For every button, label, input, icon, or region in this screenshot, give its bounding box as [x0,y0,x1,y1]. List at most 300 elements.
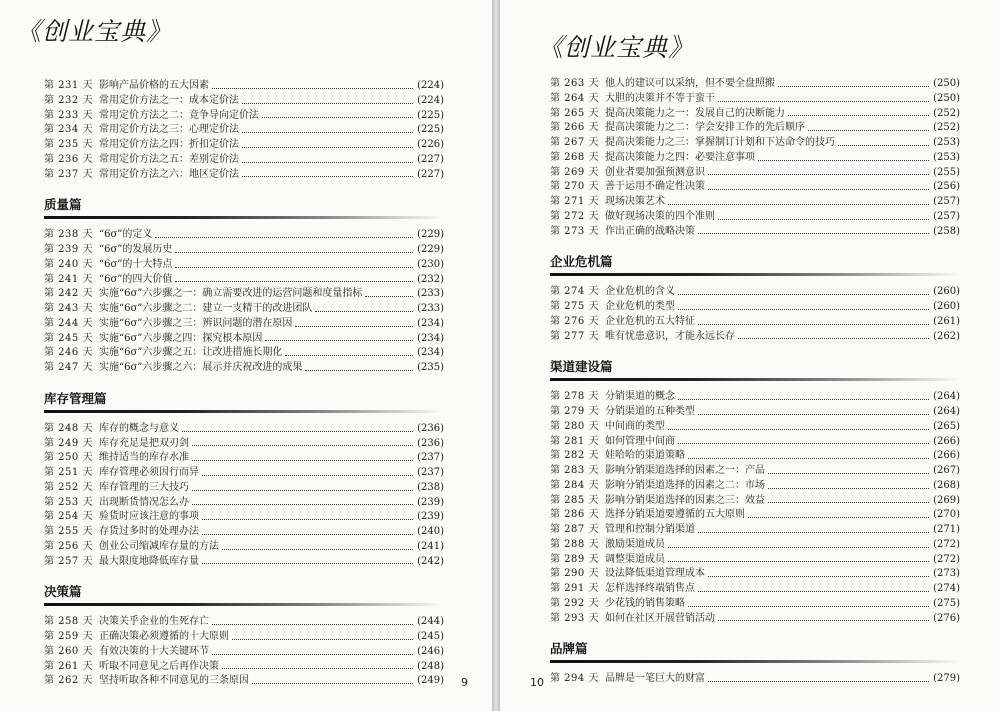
toc-entry [550,121,960,136]
left-page [0,0,492,711]
toc-entry-title: 实施“6σ”六步骤之四：探究根本原因 [99,332,263,344]
toc-entry-title: 提高决策能力之二：学会安排工作的先后顺序 [605,122,805,134]
toc-entry-page: (269) [933,494,960,506]
page-number: 10 [530,676,544,689]
toc-entry-day: 第 286 天 [550,509,599,521]
toc-entry-title: “6σ”的发展历史 [99,244,173,255]
toc-entry-day: 第 233 天 [44,109,93,121]
dot-leader [688,458,929,459]
toc-entry-title: 有效决策的十大关键环节 [99,645,209,657]
toc-entry-page: (232) [417,273,444,285]
toc-entry [44,332,444,347]
toc-entry-title: 现场决策艺术 [605,196,665,207]
toc-entry-title: 管理和控制分销渠道 [605,524,695,535]
dot-leader [668,547,929,548]
dot-leader [678,443,929,444]
toc-entry [44,630,444,645]
dot-leader [262,117,413,118]
section-heading: 渠道建设篇 [550,359,613,375]
toc-entry-title: 调整渠道成员 [605,553,665,565]
toc-entry-page: (233) [417,288,444,300]
toc-entry-page: (235) [417,362,444,373]
toc-entry-page: (264) [933,406,960,417]
toc-entry [550,107,960,122]
toc-entry-day: 第 274 天 [550,286,599,298]
toc-entry [44,645,444,660]
toc-entry [44,79,444,94]
toc-entry-page: (239) [417,496,444,508]
dot-leader [175,252,413,253]
toc-entry-day: 第 240 天 [44,258,93,270]
toc-entry-page: (265) [933,420,960,432]
toc-entry [44,481,444,496]
toc-entry-title: 出现断货情况怎么办 [99,496,189,508]
toc-entry-page: (244) [417,616,444,628]
dot-leader [788,115,929,116]
dot-leader [242,162,413,163]
toc-entry-page: (229) [417,229,444,241]
page-number: 9 [461,676,468,689]
dot-leader [365,296,413,297]
toc-entry-page: (226) [417,139,444,150]
toc-entry-page: (238) [417,481,444,493]
toc-entry-day: 第 253 天 [44,496,93,508]
toc-entry-title: 如何在社区开展营销活动 [605,612,715,624]
toc-entry-page: (242) [417,555,444,567]
section-heading: 品牌篇 [550,641,588,657]
toc-entry-page: (279) [933,673,960,685]
toc-entry [44,451,444,466]
toc-entry [44,109,444,124]
toc-entry [44,94,444,109]
toc-entry-page: (224) [417,80,444,91]
dot-leader [252,683,413,684]
toc-entry [550,672,960,687]
toc-entry-page: (240) [417,526,444,537]
toc-entry-day: 第 269 天 [550,166,599,178]
toc-entry [550,285,960,300]
toc-entry-day: 第 271 天 [550,196,599,207]
toc-entry-day: 第 257 天 [44,555,93,567]
toc-entry [44,123,444,138]
toc-entry-title: 激励渠道成员 [605,538,665,550]
dot-leader [212,654,413,655]
toc-entry-title: 善于运用不确定性决策 [605,181,705,193]
toc-entry [44,287,444,302]
toc-entry-day: 第 294 天 [550,673,599,685]
intro-entries [44,79,444,182]
dot-leader [192,504,413,505]
dot-leader [202,475,413,476]
toc-entry-day: 第 250 天 [44,452,93,464]
toc-entry-title: 决策关乎企业的生死存亡 [99,616,209,628]
toc-entry-page: (257) [933,196,960,207]
toc-entry-page: (225) [417,109,444,121]
toc-entry [550,180,960,195]
toc-entry [550,405,960,420]
dot-leader [698,532,929,533]
section-rule [44,216,444,219]
toc-entry-day: 第 275 天 [550,301,599,312]
toc-entry [550,508,960,523]
toc-entry-title: 少花钱的销售策略 [605,597,685,609]
toc-entry-day: 第 254 天 [44,511,93,523]
toc-entry-page: (255) [933,166,960,178]
toc-entry-title: 实施“6σ”六步骤之一：确立需要改进的运营问题和度量指标 [99,288,363,300]
toc-entry-title: 最大限度地降低库存量 [99,555,199,567]
toc-entry-title: 维持适当的库存水准 [99,452,189,464]
toc-sections [44,196,444,689]
toc-entry [550,166,960,181]
toc-entry-title: 库存充足是把双刃剑 [99,437,189,449]
toc-entry [550,567,960,582]
toc-entry [44,437,444,452]
right-page [500,0,1000,711]
toc-entry-page: (262) [933,330,960,342]
toc-entry-title: 实施“6σ”六步骤之二：建立一支精干的改进团队 [99,303,313,314]
dot-leader [175,281,413,282]
toc-entry [44,302,444,317]
toc-entry [550,464,960,479]
toc-entry-day: 第 236 天 [44,153,93,165]
dot-leader [698,233,929,234]
dot-leader [758,160,929,161]
toc-section [550,640,960,687]
toc-entry-page: (230) [417,258,444,270]
toc-entry [550,77,960,92]
toc-entry-title: 库存管理的三大技巧 [99,481,189,493]
toc-entry-page: (236) [417,422,444,434]
dot-leader [242,103,413,104]
dot-leader [678,399,929,400]
toc-entry-day: 第 262 天 [44,675,93,687]
dot-leader [668,561,929,562]
toc-entry-title: 大胆的决策并不等于蛮干 [605,92,715,104]
toc-entry [550,92,960,107]
toc-entry-day: 第 288 天 [550,538,599,550]
dot-leader [698,591,929,592]
toc-entry-title: 企业危机的类型 [605,301,675,312]
toc-entry-day: 第 279 天 [550,406,599,417]
toc-entry-title: “6σ”的十大特点 [99,258,173,270]
dot-leader [678,309,929,310]
toc-entry-title: 常用定价方法之三：心理定价法 [99,124,239,136]
toc-entry-title: 他人的建议可以采纳，但不要全盘照搬 [605,78,775,89]
toc-entry-title: 如何管理中间商 [605,435,675,447]
toc-entry-title: 影响分销渠道选择的因素之一：产品 [605,465,765,476]
section-rule [44,410,444,413]
toc-entry-page: (234) [417,332,444,344]
toc-entry-title: 存货过多时的处理办法 [99,526,199,537]
dot-leader [768,473,929,474]
toc-entry [550,390,960,405]
dot-leader [265,340,413,341]
dot-leader [698,324,929,325]
toc-entry [44,525,444,540]
toc-entry-title: 常用定价方法之四：折扣定价法 [99,139,239,150]
toc-entry-title: 影响产品价格的五大因素 [99,80,209,91]
toc-entry-day: 第 272 天 [550,210,599,222]
toc-entry-title: 企业危机的含义 [605,286,675,298]
toc-entry-day: 第 291 天 [550,583,599,594]
dot-leader [232,639,413,640]
toc-entry-title: 中间商的类型 [605,420,665,432]
toc-section [44,583,444,689]
dot-leader [222,549,413,550]
toc-entry [550,597,960,612]
section-rule [550,378,960,381]
toc-entry-day: 第 252 天 [44,481,93,493]
toc-entry [550,538,960,553]
toc-entry-day: 第 234 天 [44,124,93,136]
dot-leader [768,488,929,489]
dot-leader [192,445,413,446]
toc-entry-title: 影响分销渠道选择的因素之三：效益 [605,494,765,506]
toc-entry-day: 第 246 天 [44,347,93,359]
toc-entry-day: 第 276 天 [550,315,599,327]
toc-entry-day: 第 264 天 [550,92,599,104]
toc-entry-page: (274) [933,583,960,594]
toc-entry-day: 第 245 天 [44,332,93,344]
toc-entry-title: 实施“6σ”六步骤之六：展示并庆祝改进的成果 [99,362,303,373]
toc-entry-title: 正确决策必须遵循的十大原则 [99,631,229,642]
toc-entry [44,258,444,273]
toc-entry [550,225,960,240]
toc-entry-page: (273) [933,568,960,580]
toc-entry-title: 提高决策能力之一：发展自己的决断能力 [605,107,785,119]
toc-entry [550,553,960,568]
toc-entry-title: 创业者要加强预测意识 [605,166,705,178]
dot-leader [202,563,413,564]
toc-section [550,358,960,626]
dot-leader [202,519,413,520]
toc-entry-title: 影响分销渠道选择的因素之二：市场 [605,479,765,491]
toc-entry-title: 实施“6σ”六步骤之三：辨识问题的潜在原因 [99,317,293,329]
toc-entry [44,496,444,511]
toc-entry [550,420,960,435]
toc-entry-title: “6σ”的定义 [99,229,153,241]
toc-entry [550,435,960,450]
toc-entry-title: 常用定价方法之二：竞争导向定价法 [99,109,259,121]
toc-entry-page: (250) [933,92,960,104]
toc-section [44,196,444,376]
toc-entry-title: 常用定价方法之一：成本定价法 [99,94,239,106]
toc-entry-page: (270) [933,509,960,521]
dot-leader [678,294,929,295]
dot-leader [192,460,413,461]
toc-entry-page: (225) [417,124,444,136]
toc-entry [44,422,444,437]
toc-entry-page: (234) [417,347,444,359]
toc-entry-day: 第 290 天 [550,568,599,580]
toc-entry-page: (246) [417,645,444,657]
dot-leader [838,145,929,146]
toc-entry-page: (241) [417,540,444,552]
dot-leader [315,311,413,312]
dot-leader [808,130,929,131]
toc-entry [44,510,444,525]
toc-entry [44,361,444,376]
toc-entry-title: 怎样选择终端销售点 [605,583,695,594]
toc-entry-page: (264) [933,391,960,403]
toc-entry-page: (249) [417,675,444,687]
dot-leader [748,517,929,518]
toc-entry-title: 常用定价方法之六：地区定价法 [99,168,239,180]
toc-entry-title: 库存管理必须因行而异 [99,467,199,478]
toc-entry-day: 第 244 天 [44,317,93,329]
toc-entry-day: 第 284 天 [550,479,599,491]
toc-entry-page: (236) [417,437,444,449]
toc-entry-page: (252) [933,122,960,134]
toc-entry-page: (258) [933,225,960,237]
toc-entry-page: (239) [417,511,444,523]
toc-entry [550,494,960,509]
section-heading: 企业危机篇 [550,254,613,270]
toc-entry-title: 常用定价方法之五：差别定价法 [99,153,239,165]
toc-entry-page: (250) [933,78,960,89]
toc-entry-day: 第 258 天 [44,616,93,628]
toc-entry [44,273,444,288]
toc-entry-title: 库存的概念与意义 [99,422,179,434]
dot-leader [192,490,413,491]
toc-entry-day: 第 270 天 [550,181,599,193]
toc-entry [44,540,444,555]
intro-entries [550,77,960,239]
dot-leader [212,624,413,625]
toc-entry-day: 第 256 天 [44,540,93,552]
toc-content [44,79,444,689]
toc-entry-page: (253) [933,137,960,148]
toc-entry-day: 第 251 天 [44,467,93,478]
toc-entry-day: 第 255 天 [44,526,93,537]
toc-entry-day: 第 243 天 [44,303,93,314]
section-rule [550,273,960,276]
toc-entry-page: (237) [417,452,444,464]
toc-entry-title: 设法降低渠道管理成本 [605,568,705,580]
toc-entry-day: 第 267 天 [550,137,599,148]
toc-entry-day: 第 282 天 [550,450,599,462]
toc-entry [550,136,960,151]
toc-entry-title: 创业公司缩减库存量的方法 [99,540,219,552]
dot-leader [698,414,929,415]
toc-entry-page: (229) [417,244,444,255]
toc-section [44,390,444,570]
toc-entry-day: 第 259 天 [44,631,93,642]
toc-entry-page: (224) [417,94,444,106]
toc-entry-page: (256) [933,181,960,193]
toc-entry [550,479,960,494]
dot-leader [285,355,413,356]
toc-entry [550,151,960,166]
toc-entry-day: 第 289 天 [550,553,599,565]
toc-entry-page: (276) [933,612,960,624]
toc-content [550,77,960,687]
dot-leader [155,237,413,238]
toc-entry [44,243,444,258]
section-heading: 决策篇 [44,584,82,600]
toc-entry-title: 品牌是一笔巨大的财富 [605,673,705,685]
toc-entry [44,228,444,243]
dot-leader [668,204,929,205]
dot-leader [242,147,413,148]
toc-entry-day: 第 273 天 [550,225,599,237]
toc-entry-title: 唯有忧患意识，才能永远长存 [605,330,735,342]
section-heading: 库存管理篇 [44,390,107,406]
toc-entry-page: (271) [933,524,960,535]
dot-leader [708,576,929,577]
toc-entry-day: 第 247 天 [44,362,93,373]
toc-entry-day: 第 242 天 [44,288,93,300]
toc-entry [550,612,960,627]
toc-entry [550,330,960,345]
toc-entry-day: 第 238 天 [44,229,93,241]
toc-entry-day: 第 235 天 [44,139,93,150]
dot-leader [768,502,929,503]
book-title: 《创业宝典》 [16,17,173,46]
dot-leader [242,132,413,133]
toc-entry-page: (266) [933,450,960,462]
toc-entry-day: 第 285 天 [550,494,599,506]
toc-entry-page: (245) [417,631,444,642]
toc-section [550,253,960,344]
toc-entry [44,674,444,689]
toc-entry [44,153,444,168]
book-gutter [492,0,500,711]
toc-entry-title: 做好现场决策的四个准则 [605,210,715,222]
toc-entry [550,195,960,210]
toc-entry-day: 第 231 天 [44,80,93,91]
toc-entry-day: 第 237 天 [44,168,93,180]
toc-entry-title: 验货时应该注意的事项 [99,511,199,523]
toc-entry-page: (252) [933,107,960,119]
toc-entry-page: (267) [933,465,960,476]
toc-entry-day: 第 280 天 [550,420,599,432]
toc-entry-day: 第 293 天 [550,612,599,624]
dot-leader [212,88,413,89]
dot-leader [778,86,929,87]
dot-leader [182,431,413,432]
toc-entry-day: 第 241 天 [44,273,93,285]
toc-entry-day: 第 283 天 [550,465,599,476]
toc-entry-day: 第 277 天 [550,330,599,342]
toc-entry-day: 第 265 天 [550,107,599,119]
toc-entry-title: 分销渠道的概念 [605,391,675,403]
dot-leader [305,370,413,371]
toc-entry-page: (257) [933,210,960,222]
toc-entry [44,615,444,630]
toc-entry [550,582,960,597]
dot-leader [718,620,929,621]
toc-entry [550,449,960,464]
dot-leader [738,338,929,339]
toc-entry-title: 作出正确的战略决策 [605,225,695,237]
book-title: 《创业宝典》 [538,33,695,62]
toc-entry [550,523,960,538]
toc-entry-page: (233) [417,303,444,314]
dot-leader [242,176,413,177]
section-rule [550,660,960,663]
dot-leader [708,189,929,190]
toc-entry-day: 第 268 天 [550,151,599,163]
toc-entry [44,317,444,332]
toc-entry-day: 第 232 天 [44,94,93,106]
toc-entry [44,466,444,481]
dot-leader [718,101,929,102]
toc-entry-title: 企业危机的五大特征 [605,315,695,327]
dot-leader [718,219,929,220]
toc-entry-title: 娃哈哈的渠道策略 [605,450,685,462]
toc-entry-page: (248) [417,660,444,672]
